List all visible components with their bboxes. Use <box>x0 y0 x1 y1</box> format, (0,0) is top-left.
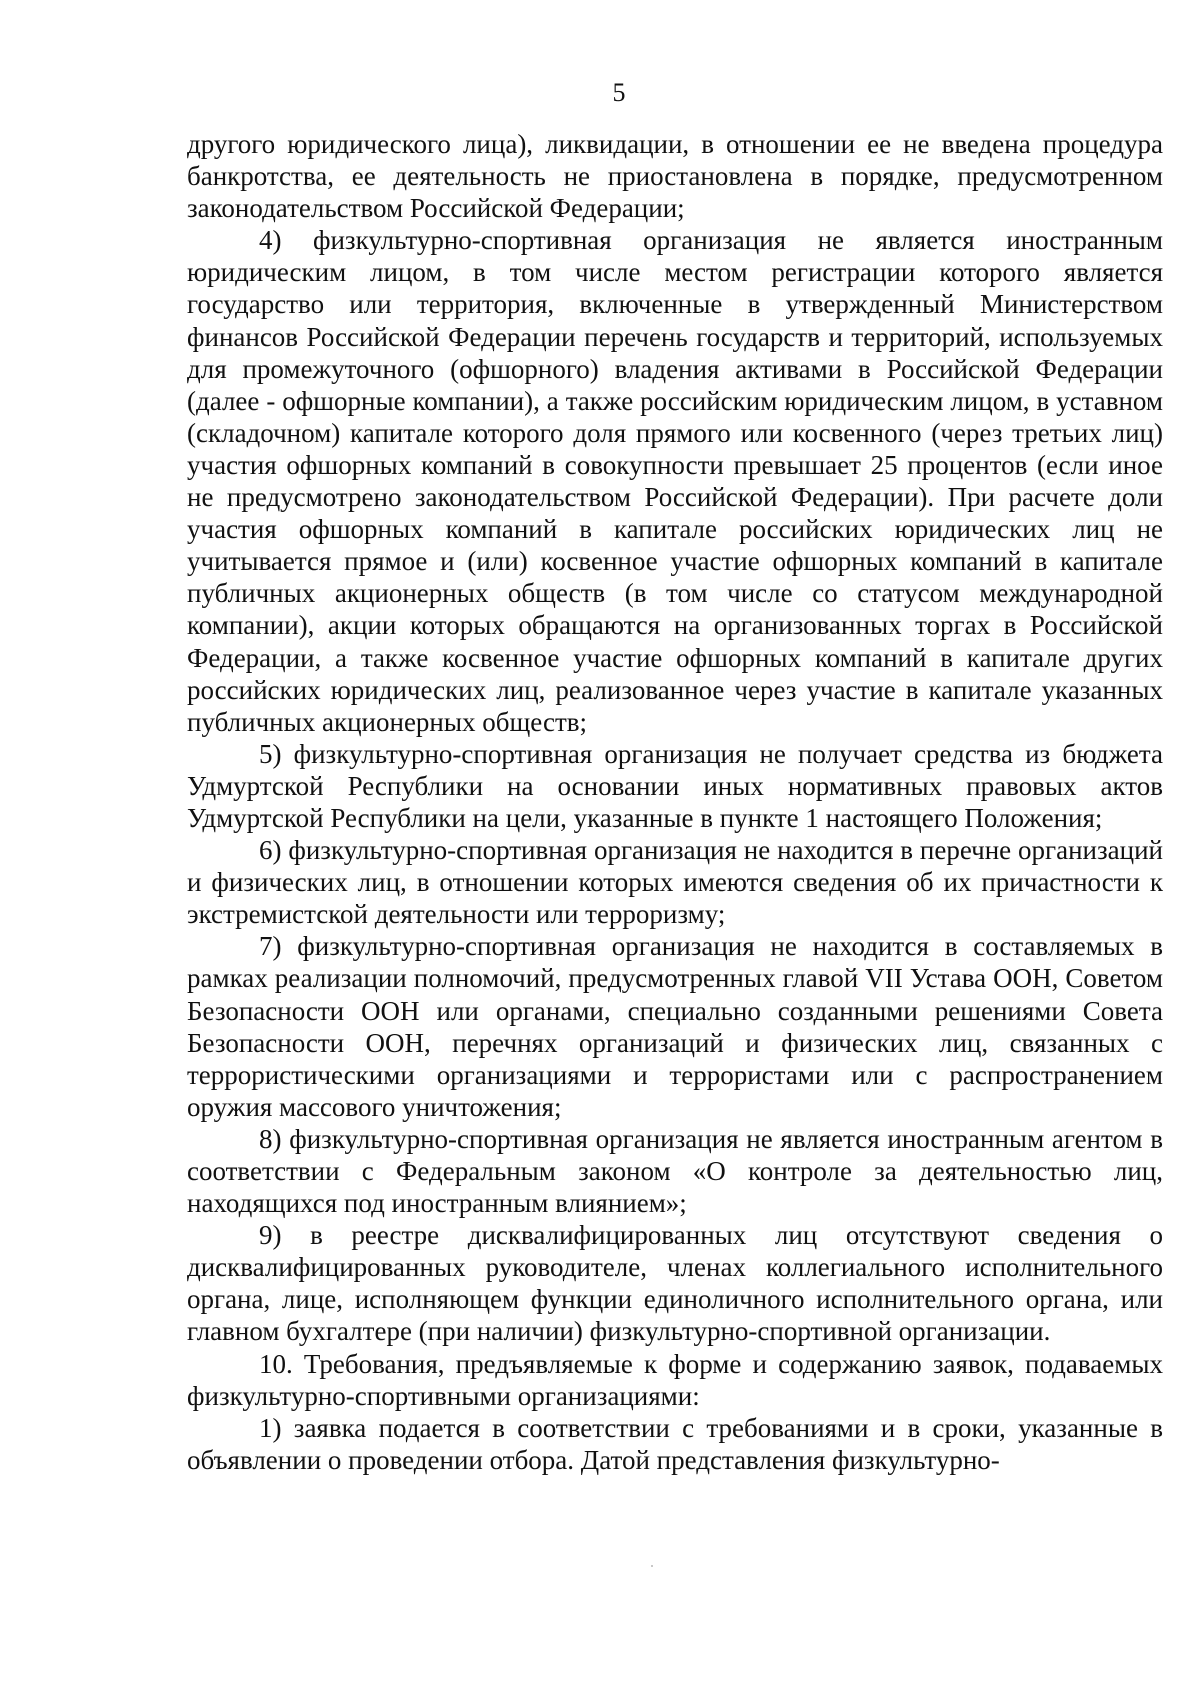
paragraph-item-9: 9) в реестре дисквалифицированных лиц отсутствуют сведения о дисквалифицированных руководителе, членах коллегиального исполнительного органа, лице, исполняющем функции единоличного исполнительного органа, или главном бухгалтере (при наличии) физкультурно-спортивной организации. <box>187 1220 1163 1347</box>
paragraph-continuation: другого юридического лица), ликвидации, в отношении ее не введена процедура банкротства, ее деятельность не приостановлена в порядке, предусмотренном законодательством Российской Федерации; <box>187 129 1163 224</box>
paragraph-item-4: 4) физкультурно-спортивная организация не является иностранным юридическим лицом, в том числе местом регистрации которого является государство или территория, включенные в утвержденный Министерством финансов Российской Федерации перечень государств и территорий, используемых для промежуточного (офшорного) владения активами в Российской Федерации (далее - офшорные компании), а также российским юридическим лицом, в уставном (складочном) капитале которого доля прямого или косвенного (через третьих лиц) участия офшорных компаний в совокупности превышает 25 процентов (если иное не предусмотрено законодательством Российской Федерации). При расчете доли участия офшорных компаний в капитале российских юридических лиц не учитывается прямое и (или) косвенное участие офшорных компаний в капитале публичных акционерных обществ (в том числе со статусом международной компании), акции которых обращаются на организованных торгах в Российской Федерации, а также косвенное участие офшорных компаний в капитале других российских юридических лиц, реализованное через участие в капитале указанных публичных акционерных обществ; <box>187 225 1163 737</box>
paragraph-item-8: 8) физкультурно-спортивная организация не является иностранным агентом в соответствии с Федеральным законом «О контроле за деятельностью лиц, находящихся под иностранным влиянием»; <box>187 1123 1163 1219</box>
paragraph-item-7: 7) физкультурно-спортивная организация не находится в составляемых в рамках реализации полномочий, предусмотренных главой VII Устава ООН, Советом Безопасности ООН или органами, специально созданными решениями Совета Безопасности ООН, перечнях организаций и физических лиц, связанных с террористическими организациями и террористами или с распространением оружия массового уничтожения; <box>187 931 1163 1122</box>
document-body <box>187 128 1163 1476</box>
scan-artifact <box>651 1565 653 1567</box>
paragraph-section-10: 10. Требования, предъявляемые к форме и содержанию заявок, подаваемых физкультурно-спортивными организациями: <box>187 1348 1163 1411</box>
paragraph-subitem-1: 1) заявка подается в соответствии с требованиями и в сроки, указанные в объявлении о проведении отбора. Датой представления физкультурно- <box>187 1412 1163 1475</box>
paragraph-item-6: 6) физкультурно-спортивная организация не находится в перечне организаций и физических лиц, в отношении которых имеются сведения об их причастности к экстремистской деятельности или терроризму; <box>187 835 1163 930</box>
paragraph-item-5: 5) физкультурно-спортивная организация не получает средства из бюджета Удмуртской Республики на основании иных нормативных правовых актов Удмуртской Республики на цели, указанные в пункте 1 настоящего Положения; <box>187 738 1163 833</box>
page-number: 5 <box>612 78 626 107</box>
